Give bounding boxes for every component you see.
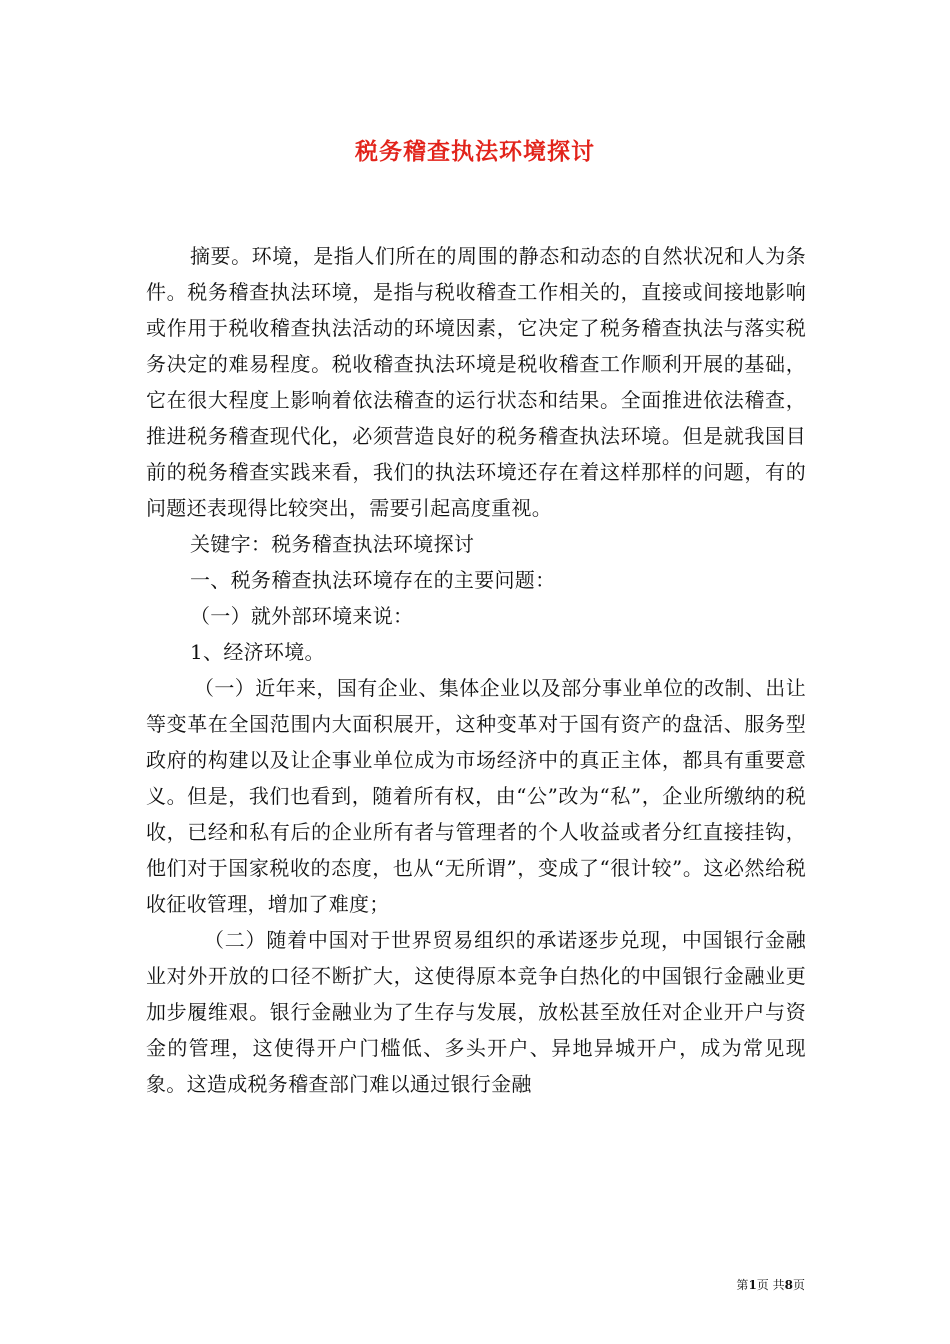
document-title: 税务稽查执法环境探讨 [355, 138, 595, 165]
total-page-number: 8 [784, 1278, 793, 1292]
page-number-footer [736, 1276, 805, 1293]
current-page-number: 1 [748, 1278, 757, 1292]
footer-prefix: 第 [736, 1278, 749, 1292]
keywords-line: 关键字：税务稽查执法环境探讨 [190, 532, 475, 556]
subsection-heading: （一）就外部环境来说： [190, 604, 414, 628]
footer-middle: 页 共 [756, 1278, 785, 1292]
document-body [146, 238, 806, 1102]
abstract-paragraph: 摘要。环境，是指人们所在的周围的静态和动态的自然状况和人为条件。税务稽查执法环境，是指与税收稽查工作相关的，直接或间接地影响或作用于税收稽查执法活动的环境因素，它决定了税务稽查执法与落实税务决定的难易程度。税收稽查执法环境是税收稽查工作顺利开展的基础，它在很大程度上影响着依法稽查的运行状态和结果。全面推进依法稽查，推进税务稽查现代化，必须营造良好的税务稽查执法环境。但是就我国目前的税务稽查实践来看，我们的执法环境还存在着这样那样的问题，有的问题还表现得比较突出，需要引起高度重视。 [146, 244, 806, 520]
section-heading: 一、税务稽查执法环境存在的主要问题： [190, 568, 556, 592]
body-paragraph: （一）近年来，国有企业、集体企业以及部分事业单位的改制、出让等变革在全国范围内大面积展开，这种变革对于国有资产的盘活、服务型政府的构建以及让企事业单位成为市场经济中的真正主体，都具有重要意义。但是，我们也看到，随着所有权，由“公”改为“私”，企业所缴纳的税收，已经和私有后的企业所有者与管理者的个人收益或者分红直接挂钩，他们对于国家税收的态度，也从“无所谓”，变成了“很计较”。这必然给税收征收管理，增加了难度； [146, 676, 806, 916]
item-heading: 1、经济环境。 [190, 640, 325, 664]
footer-suffix: 页 [792, 1278, 805, 1292]
body-paragraph: （二）随着中国对于世界贸易组织的承诺逐步兑现，中国银行金融业对外开放的口径不断扩大，这使得原本竞争白热化的中国银行金融业更加步履维艰。银行金融业为了生存与发展，放松甚至放任对企业开户与资金的管理，这使得开户门槛低、多头开户、异地异城开户，成为常见现象。这造成税务稽查部门难以通过银行金融 [146, 928, 806, 1096]
